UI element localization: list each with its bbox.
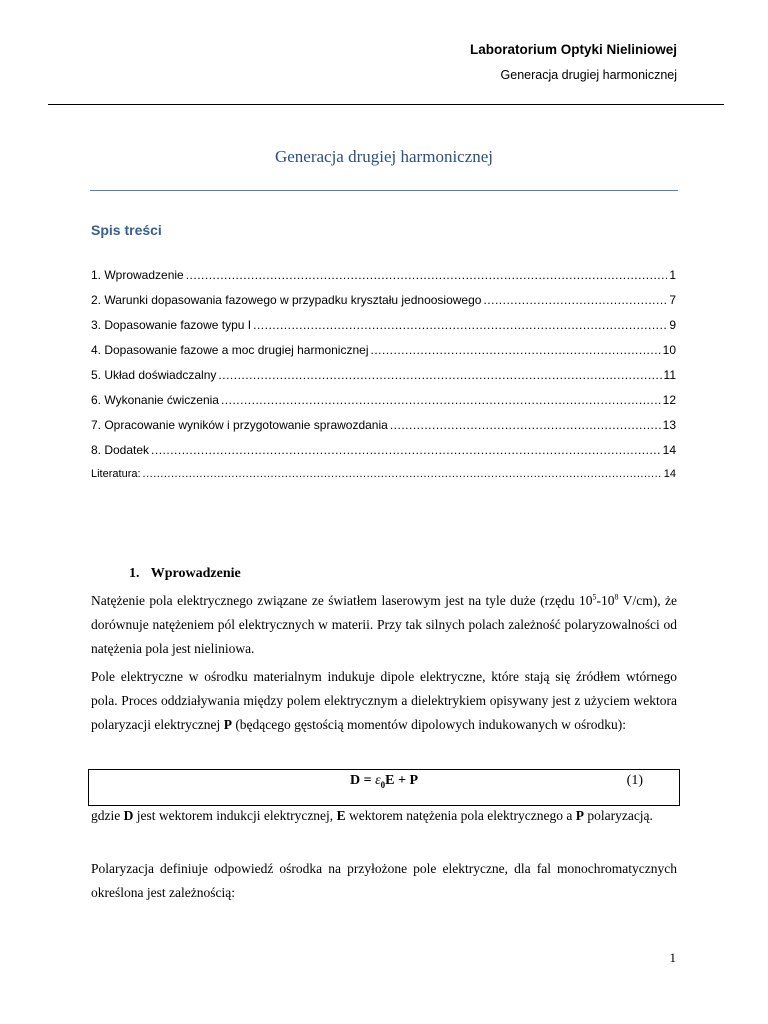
paragraph-definitions — [91, 804, 677, 828]
toc-entry-label: 3. Dopasowanie fazowe typu I — [91, 318, 252, 332]
toc-entry-page: 14 — [662, 443, 676, 457]
toc-entry-type-i-phase-matching[interactable] — [91, 318, 676, 343]
symbol-p: P — [409, 773, 419, 788]
toc-entry-page: 7 — [669, 293, 676, 307]
toc-dot-leader — [370, 343, 660, 357]
epsilon-subscript: 0 — [380, 779, 386, 790]
toc-dot-leader — [221, 393, 661, 407]
toc-entry-phase-matching-conditions[interactable] — [91, 293, 676, 318]
page-number: 1 — [669, 950, 676, 965]
paragraph-field-intensity — [91, 589, 677, 661]
toc-entry-results-report[interactable] — [91, 418, 676, 443]
title-divider — [90, 190, 678, 191]
paragraph-text: Pole elektryczne w ośrodku materialnym indukuje dipole elektryczne, które stają się źródłem wtórnego pola. Proces oddziaływania między polem elektrycznym a dielektrykiem opisywany jest z użyciem wektora polaryzacji elektrycznej — [91, 669, 677, 732]
toc-entry-label: 2. Warunki dopasowania fazowego w przypadku kryształu jednoosiowego — [91, 293, 482, 307]
toc-entry-page: 1 — [669, 268, 676, 282]
toc-entry-page: 12 — [662, 393, 676, 407]
toc-entry-page: 14 — [663, 468, 676, 480]
plus-sign: + — [394, 773, 410, 788]
symbol-e: E — [385, 773, 395, 788]
paragraph-polarization: Polaryzacja definiuje odpowiedź ośrodka na przyłożone pole elektryczne, dla fal monochromatycznych określona jest zależnością: — [91, 861, 677, 900]
document-title: Generacja drugiej harmonicznej — [274, 147, 494, 166]
equation-number: (1) — [626, 773, 643, 788]
toc-entry-label: 4. Dopasowanie fazowe a moc drugiej harmonicznej — [91, 343, 369, 357]
symbol-d: D — [349, 773, 361, 788]
toc-heading: Spis treści — [91, 222, 162, 238]
paragraph-text: (będącego gęstością momentów dipolowych indukowanych w ośrodku): — [231, 717, 626, 732]
header-subtitle: Generacja drugiej harmonicznej — [500, 68, 677, 82]
toc-entry-label: 1. Wprowadzenie — [91, 268, 184, 282]
toc-dot-leader — [390, 418, 661, 432]
paragraph-text: gdzie — [91, 808, 124, 823]
toc-dot-leader — [186, 268, 668, 282]
toc-dot-leader — [253, 318, 667, 332]
toc-dot-leader — [143, 468, 662, 480]
toc-entry-label: 7. Opracowanie wyników i przygotowanie sprawozdania — [91, 418, 388, 432]
toc-entry-page: 11 — [663, 368, 676, 382]
equals-sign: = — [360, 773, 376, 788]
toc-dot-leader — [151, 443, 661, 457]
symbol-p: P — [575, 808, 584, 823]
toc-entry-literature[interactable] — [91, 468, 676, 493]
toc-entry-exercise-procedure[interactable] — [91, 393, 676, 418]
symbol-d: D — [123, 808, 134, 823]
paragraph-text: jest wektorem indukcji elektrycznej, — [133, 808, 337, 823]
toc-entry-page: 13 — [662, 418, 676, 432]
toc-entry-experimental-setup[interactable] — [91, 368, 676, 393]
paragraph-text: V/cm), że dorównuje natężeniem pól elektrycznych w materii. Przy tak silnych polach zależność polaryzowalności od natężenia pola jest nieliniowa. — [91, 593, 677, 656]
toc-entry-label: 8. Dodatek — [91, 443, 150, 457]
paragraph-text: polaryzacją. — [583, 808, 653, 823]
section-heading — [129, 566, 241, 582]
paragraph-text: wektorem natężenia pola elektrycznego a — [345, 808, 576, 823]
toc-entry-appendix[interactable] — [91, 443, 676, 468]
section-title: Wprowadzenie — [150, 566, 241, 581]
toc-entry-page: 10 — [662, 343, 676, 357]
paragraph-text: Natężenie pola elektrycznego związane ze światłem laserowym jest na tyle duże (rzędu 10 — [91, 593, 593, 608]
header-divider — [48, 104, 724, 105]
exponent: 5 — [592, 592, 597, 602]
equation-box — [88, 769, 680, 806]
paragraph-text: -10 — [596, 593, 615, 608]
toc-entry-label: 5. Układ doświadczalny — [91, 368, 217, 382]
symbol-epsilon: ε — [375, 773, 381, 788]
toc-dot-leader — [483, 293, 667, 307]
page-header — [470, 42, 677, 82]
toc-entry-phase-matching-power[interactable] — [91, 343, 676, 368]
table-of-contents — [91, 268, 676, 493]
paragraph-dipoles — [91, 665, 677, 737]
toc-entry-label: Literatura: — [91, 468, 141, 480]
header-lab-name: Laboratorium Optyki Nieliniowej — [469, 42, 677, 57]
toc-dot-leader — [218, 368, 661, 382]
toc-entry-label: 6. Wykonanie ćwiczenia — [91, 393, 219, 407]
section-number: 1. — [129, 566, 140, 581]
equation-formula — [89, 773, 679, 790]
symbol-e: E — [336, 808, 346, 823]
toc-entry-page: 9 — [669, 318, 676, 332]
exponent: 8 — [614, 592, 619, 602]
toc-entry-introduction[interactable] — [91, 268, 676, 293]
symbol-p: P — [223, 717, 232, 732]
